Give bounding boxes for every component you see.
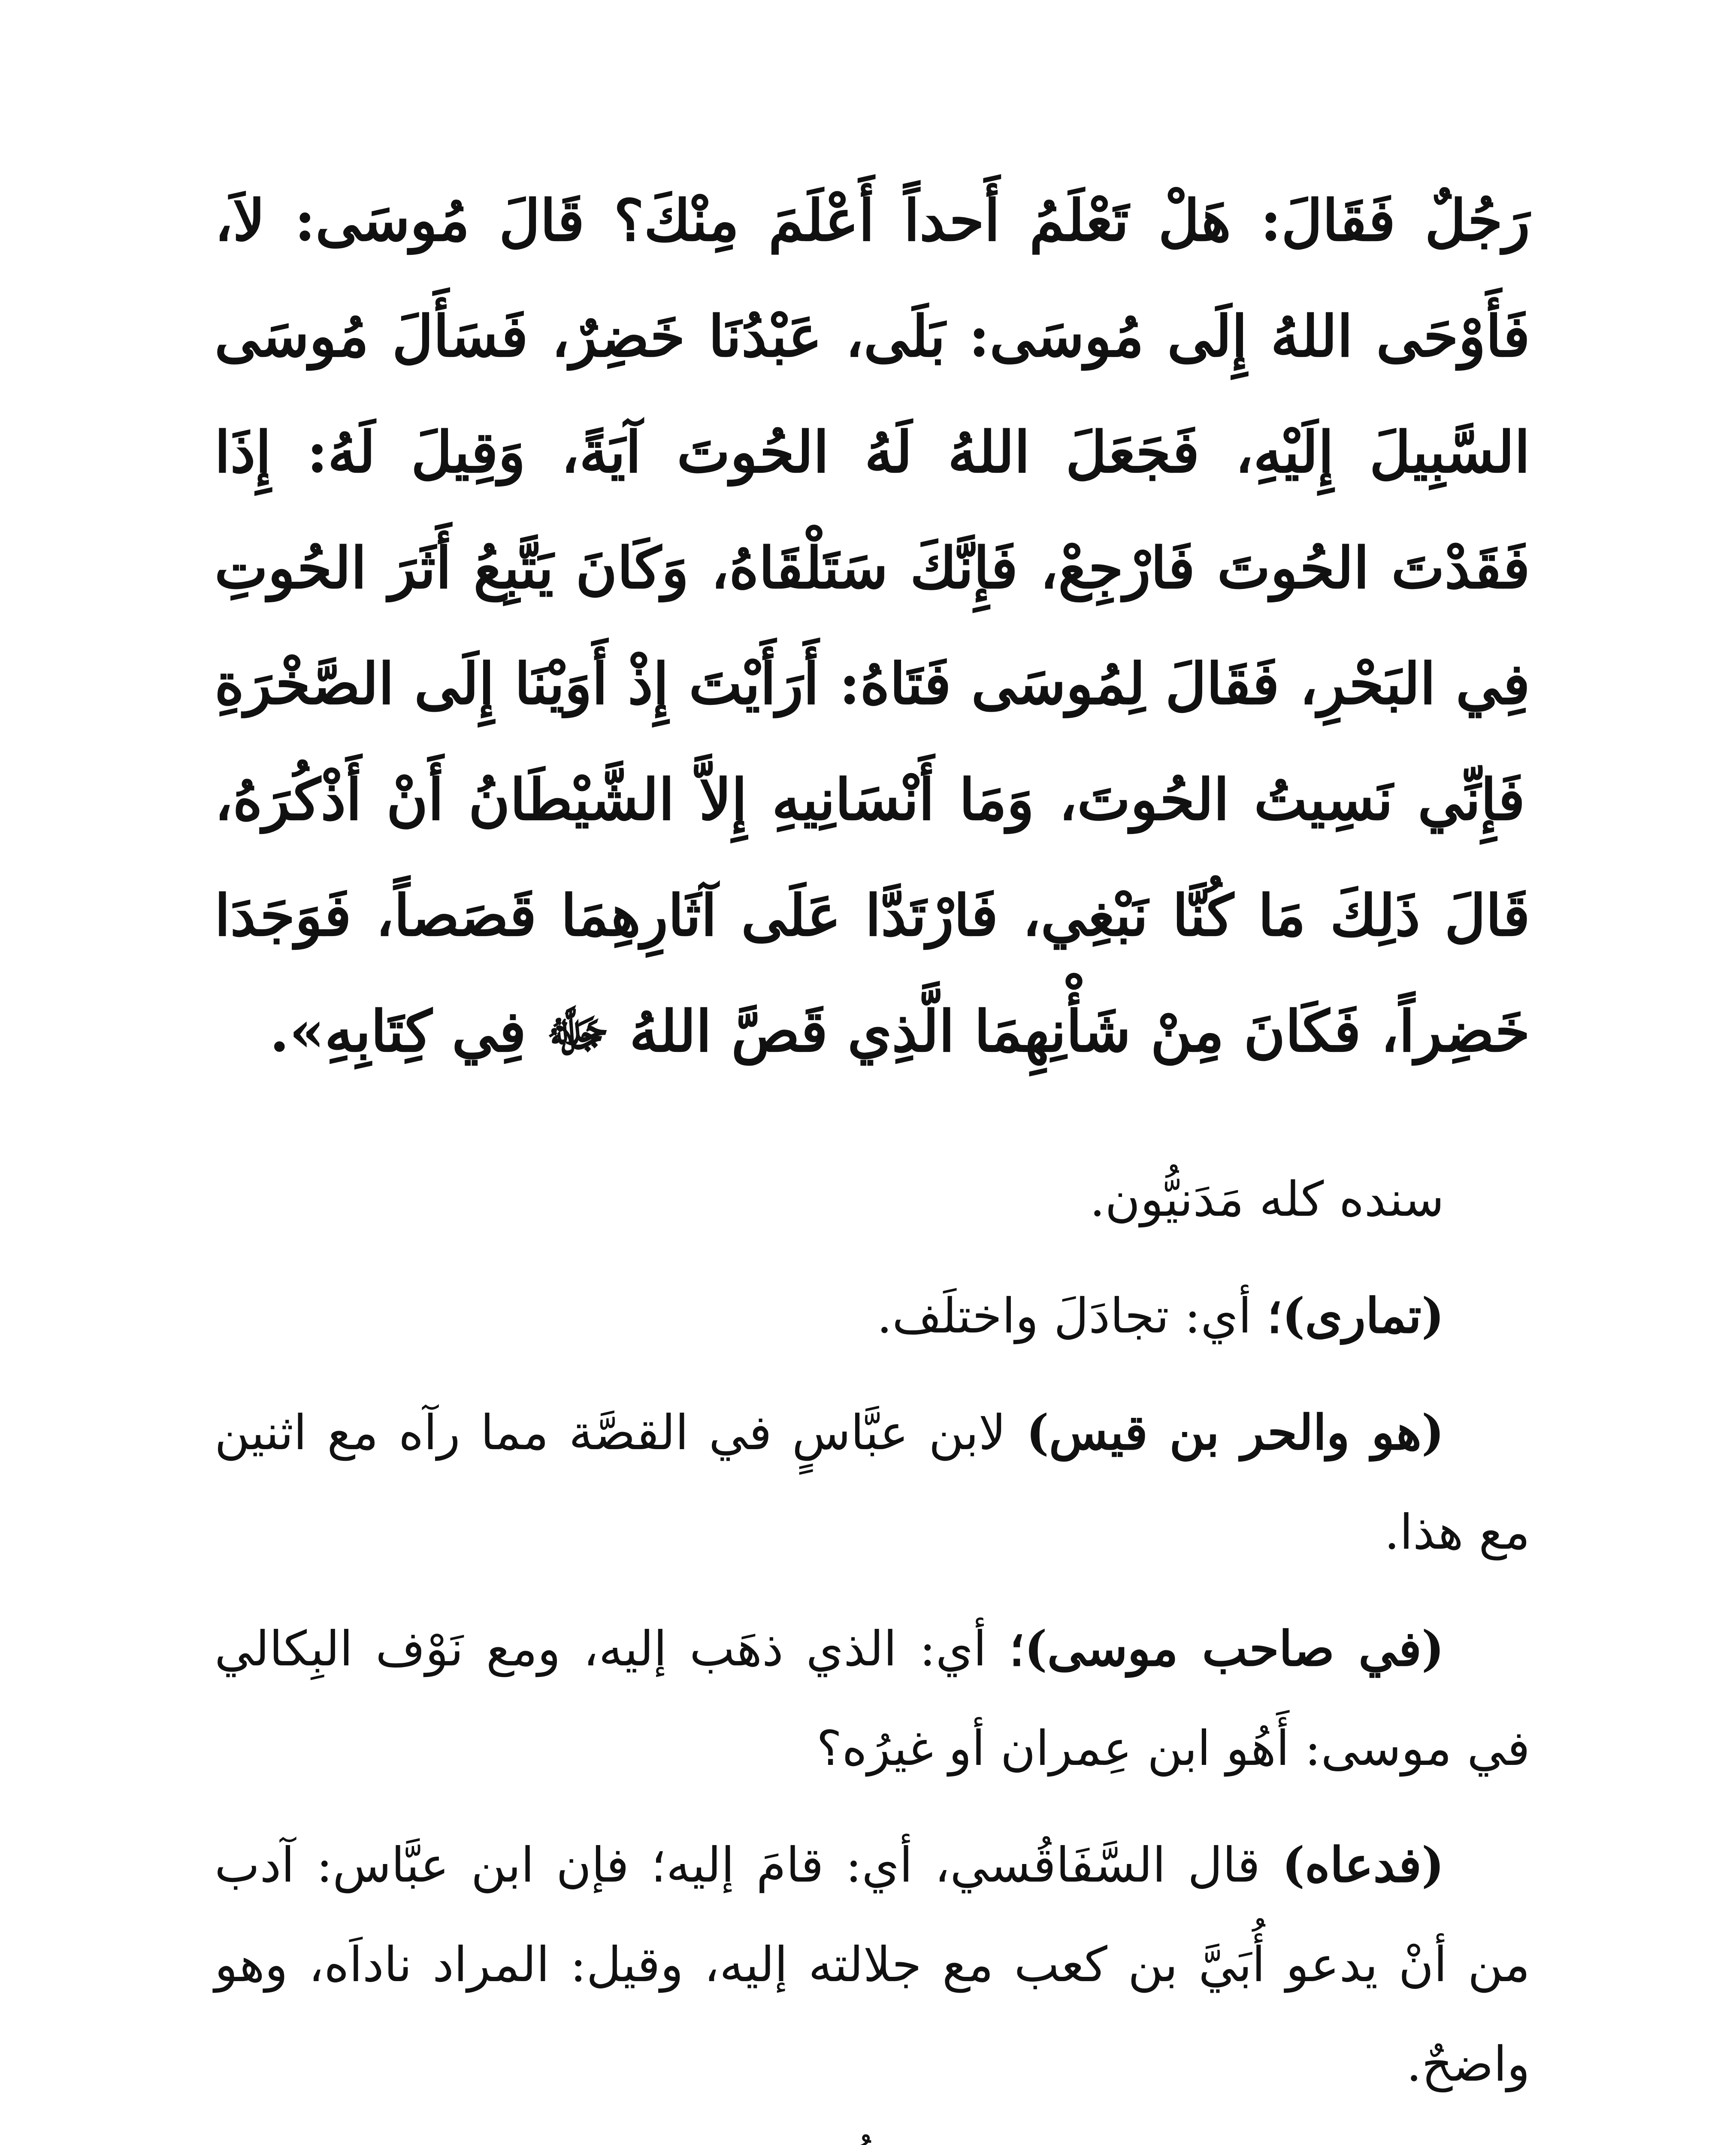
paragraph-text: سنده كله مَدَنيُّون. [1089, 1172, 1444, 1227]
paragraph-lead: (هو والحر بن قيس) [1026, 1405, 1444, 1461]
hadith-line: لَهُ الحُوتَ آيَةً، وَقِيلَ لَهُ: إِذَا فَقَدْتَ الحُوتَ فَارْجِعْ، فَإِنَّكَ سَتَلْقَاهُ، [215, 419, 1530, 601]
hadith-line: إِلَى الصَّخْرَةِ فَإِنِّي نَسِيتُ الحُوتَ، وَمَا أَنْسَانِيهِ إِلاَّ الشَّيْطَانُ أَنْ أَذْكُرَهُ، [215, 651, 1525, 833]
hadith-text [215, 163, 1530, 1090]
commentary-paragraph-qultu [215, 2131, 1530, 2145]
paragraph-text: قال السَّفَاقُسي، أي: قامَ إليه؛ فإن ابن عبَّاس: آدب من أنْ يدعو أُبَيَّ بن كعب مع جلالته إليه، وقيل: المراد ناداَه، وهو واضحٌ. [215, 1837, 1530, 2092]
hadith-line: وَكَانَ يَتَّبِعُ أَثَرَ الحُوتِ فِي البَحْرِ، فَقَالَ لِمُوسَى فَتَاهُ: أَرَأَيْتَ إِذْ أَوَيْنَا [215, 535, 1530, 717]
commentary-paragraph-sahib-musa [215, 1599, 1530, 1798]
commentary-paragraph-hurr [215, 1383, 1530, 1582]
hadith-line: رَجُلٌ فَقَالَ: هَلْ تَعْلَمُ أَحداً أَعْلَمَ مِنْكَ؟ قَالَ مُوسَى: لاَ، فَأَوْحَى اللهُ [215, 187, 1530, 370]
paragraph-lead: (فدعاه) [1282, 1837, 1444, 1893]
hadith-line: قَالَ ذَلِكَ مَا كُنَّا نَبْغِي، فَارْتَدَّا عَلَى آثَارِهِمَا قَصَصاً، فَوَجَدَا خَضِراً، [215, 882, 1530, 1065]
paragraph-text: أي: الذي ذهَب إليه، ومع نَوْف البِكالي في موسى: أَهُو ابن عِمران أو غيرُه؟ [215, 1621, 1530, 1776]
hadith-line: فَكَانَ مِنْ شَأْنِهِمَا الَّذِي قَصَّ اللهُ ﷻ فِي كِتَابِهِ». [269, 998, 1361, 1065]
paragraph-text: لابن عبَّاسٍ في القصَّة مما رآه مع اثنين مع هذا. [215, 1405, 1530, 1560]
commentary-paragraph-fadaahu [215, 1816, 1530, 2114]
paragraph-lead: (في صاحب موسى)؛ [1009, 1621, 1444, 1677]
paragraph-text: أي: تجادَلَ واختلَف. [877, 1288, 1267, 1344]
paragraph-lead: (تمارى)؛ [1267, 1288, 1444, 1344]
page-body [215, 163, 1530, 2145]
hadith-line: إِلَى مُوسَى: بَلَى، عَبْدُنَا خَضِرٌ، فَسَأَلَ مُوسَى السَّبِيلَ إِلَيْهِ، فَجَعَلَ اللهُ [215, 303, 1530, 486]
commentary-paragraph-tamara [215, 1266, 1530, 1366]
commentary-paragraph-chain [215, 1150, 1530, 1249]
